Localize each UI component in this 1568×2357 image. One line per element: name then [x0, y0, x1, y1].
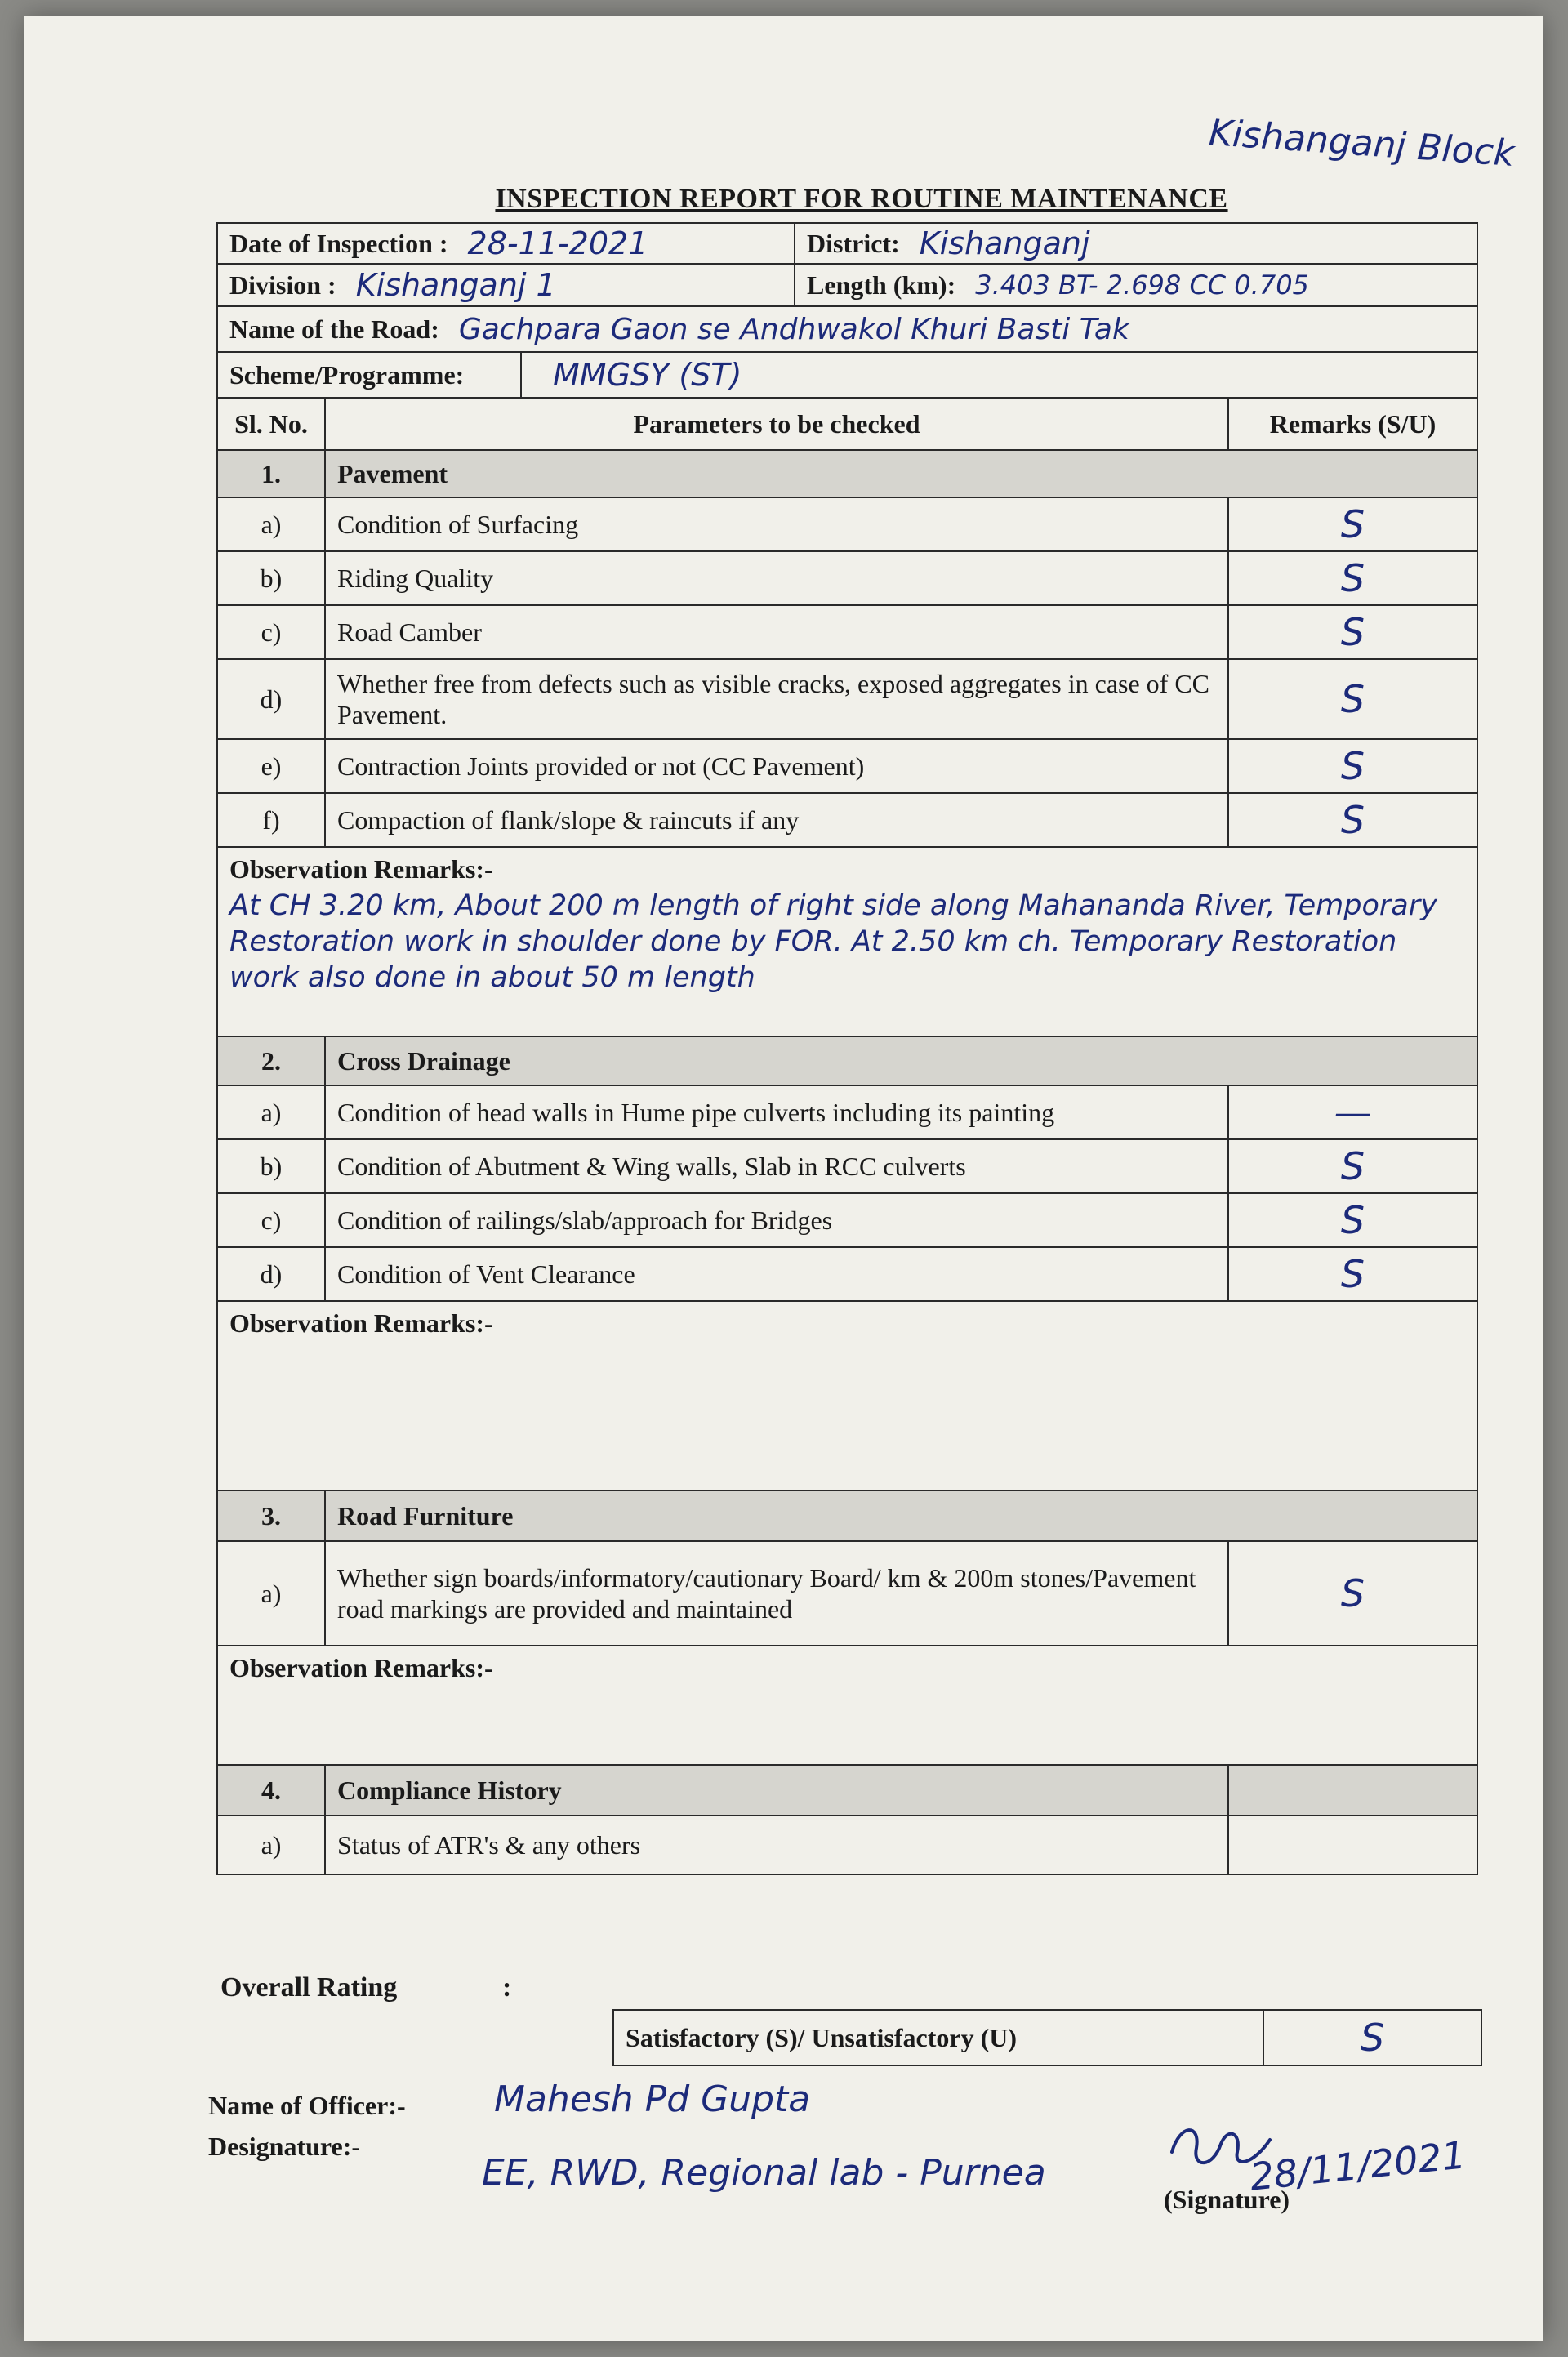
section-title: Road Furniture: [324, 1491, 1477, 1540]
item-remark: S: [1227, 660, 1477, 738]
table-row: [216, 1816, 1478, 1875]
item-sl: d): [260, 684, 283, 714]
table-row: [216, 1140, 1478, 1194]
rating-scale: Satisfactory (S)/ Unsatisfactory (U): [626, 2022, 1018, 2052]
road-name-label: Name of the Road:: [229, 314, 439, 344]
item-sl: c): [261, 617, 282, 647]
section-cross-drainage-row: [216, 1037, 1478, 1086]
scheme-label-cell: [218, 353, 520, 397]
section-number: 2.: [261, 1045, 281, 1076]
item-text: Condition of head walls in Hume pipe culverts including its painting: [324, 1086, 1227, 1138]
item-text: Condition of Surfacing: [324, 498, 1227, 550]
item-sl: a): [261, 1578, 282, 1608]
date-value: 28-11-2021: [467, 225, 648, 261]
road-name-cell: [218, 307, 1477, 351]
col-param-header: Parameters to be checked: [324, 399, 1227, 449]
division-cell: [218, 265, 794, 305]
designation-label: Designature:-: [208, 2132, 361, 2161]
district-cell: [794, 224, 1477, 263]
table-row: [216, 498, 1478, 552]
scheme-row: [216, 353, 1478, 399]
report-paper: [24, 16, 1544, 2341]
col-remarks-header: Remarks (S/U): [1227, 399, 1477, 449]
observation-cross-drainage: [216, 1302, 1478, 1491]
item-text: Condition of railings/slab/approach for Bridges: [324, 1194, 1227, 1246]
date-cell: [218, 224, 794, 263]
section-road-furniture-row: [216, 1491, 1478, 1542]
overall-rating-label: Overall Rating: [220, 1972, 398, 2003]
item-remark: [1227, 1816, 1477, 1874]
observation-label: Observation Remarks:-: [229, 1308, 493, 1338]
observation-pavement: [216, 848, 1478, 1037]
table-row: [216, 1194, 1478, 1248]
district-label: District:: [807, 228, 900, 258]
length-cell: [794, 265, 1477, 305]
length-value: 3.403 BT- 2.698 CC 0.705: [975, 270, 1309, 301]
item-remark: S: [1227, 740, 1477, 792]
item-text: Whether free from defects such as visible cracks, exposed aggregates in case of CC Pavement.: [324, 660, 1227, 738]
observation-text: At CH 3.20 km, About 200 m length of right side along Mahananda River, Temporary Restoration work in shoulder done by FOR. At 2.50 km ch. Temporary Restoration work also done in about 50 m length: [229, 889, 1437, 994]
designation-value: EE, RWD, Regional lab - Purnea: [482, 2152, 1046, 2194]
section-title: Compliance History: [324, 1766, 1227, 1815]
table-row: [216, 660, 1478, 740]
division-length-row: [216, 265, 1478, 307]
division-value: Kishanganj 1: [355, 267, 556, 303]
item-remark: S: [1227, 498, 1477, 550]
item-sl: c): [261, 1205, 282, 1235]
item-remark: S: [1227, 794, 1477, 846]
section-remark-blank: [1227, 1766, 1477, 1815]
table-row: [216, 740, 1478, 794]
section-compliance-row: [216, 1766, 1478, 1816]
item-remark: S: [1227, 1248, 1477, 1300]
table-row: [216, 794, 1478, 848]
section-number: 1.: [261, 458, 281, 488]
item-text: Whether sign boards/informatory/cautionary Board/ km & 200m stones/Pavement road markings are provided and maintained: [324, 1542, 1227, 1645]
date-label: Date of Inspection :: [229, 228, 448, 258]
item-sl: d): [260, 1259, 283, 1289]
overall-rating-box: [612, 2009, 1482, 2066]
signature-date: 28/11/2021: [1247, 2132, 1468, 2199]
table-row: [216, 1086, 1478, 1140]
table-row: [216, 1542, 1478, 1646]
division-label: Division :: [229, 270, 336, 300]
rating-value: S: [1263, 2011, 1481, 2065]
section-pavement-row: [216, 451, 1478, 498]
scheme-value-cell: [520, 353, 1477, 397]
observation-label: Observation Remarks:-: [229, 1653, 493, 1682]
item-remark: S: [1227, 552, 1477, 604]
section-number: 4.: [261, 1775, 281, 1805]
district-value: Kishanganj: [919, 225, 1090, 261]
section-title: Cross Drainage: [324, 1037, 1477, 1085]
road-name-value: Gachpara Gaon se Andhwakol Khuri Basti Tak: [458, 312, 1129, 346]
item-sl: b): [260, 563, 283, 593]
date-district-row: [216, 222, 1478, 265]
officer-name-label: Name of Officer:-: [208, 2091, 406, 2120]
item-text: Status of ATR's & any others: [324, 1816, 1227, 1874]
section-number: 3.: [261, 1500, 281, 1530]
item-sl: a): [261, 509, 282, 539]
section-title: Pavement: [324, 451, 1477, 497]
item-text: Riding Quality: [324, 552, 1227, 604]
item-remark: —: [1227, 1086, 1477, 1138]
overall-rating-colon: :: [502, 1972, 512, 2003]
item-remark: S: [1227, 1140, 1477, 1192]
item-remark: S: [1227, 1194, 1477, 1246]
signature-label: (Signature): [1164, 2185, 1290, 2214]
item-sl: a): [261, 1829, 282, 1860]
table-row: [216, 1248, 1478, 1302]
item-text: Condition of Abutment & Wing walls, Slab in RCC culverts: [324, 1140, 1227, 1192]
inspection-form: [216, 222, 1478, 1875]
observation-label: Observation Remarks:-: [229, 854, 493, 884]
item-text: Road Camber: [324, 606, 1227, 658]
item-text: Contraction Joints provided or not (CC Pavement): [324, 740, 1227, 792]
item-remark: S: [1227, 1542, 1477, 1645]
corner-note: Kishanganj Block: [1207, 111, 1517, 176]
table-row: [216, 606, 1478, 660]
scheme-value: MMGSY (ST): [553, 357, 742, 393]
item-text: Compaction of flank/slope & raincuts if any: [324, 794, 1227, 846]
col-sl-header: Sl. No.: [234, 408, 308, 439]
item-sl: b): [260, 1151, 283, 1181]
length-label: Length (km):: [807, 270, 956, 300]
item-sl: f): [262, 804, 280, 835]
item-sl: e): [261, 751, 282, 781]
report-title: INSPECTION REPORT FOR ROUTINE MAINTENANCE: [495, 184, 1228, 214]
scheme-label: Scheme/Programme:: [229, 359, 465, 390]
item-text: Condition of Vent Clearance: [324, 1248, 1227, 1300]
observation-road-furniture: [216, 1646, 1478, 1766]
road-name-row: [216, 307, 1478, 353]
column-header-row: [216, 399, 1478, 451]
officer-name-value: Mahesh Pd Gupta: [494, 2079, 811, 2120]
item-sl: a): [261, 1097, 282, 1127]
table-row: [216, 552, 1478, 606]
item-remark: S: [1227, 606, 1477, 658]
